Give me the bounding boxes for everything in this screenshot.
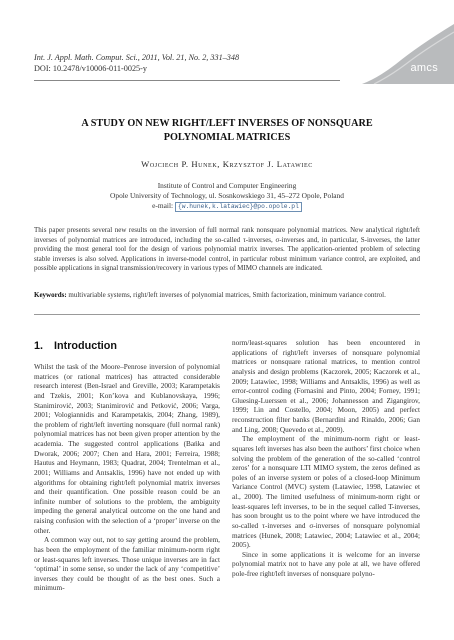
paper-title: A STUDY ON NEW RIGHT/LEFT INVERSES OF NONSQUARE POLYNOMIAL MATRICES: [81, 118, 373, 143]
doi: DOI: 10.2478/v10006-011-0025-y: [34, 64, 147, 73]
header-rule: [34, 80, 340, 81]
left-column: [34, 363, 220, 594]
abstract-rule: [34, 314, 420, 315]
right-column: [232, 339, 420, 580]
keywords-text: multivariable systems, right/left inverses of polynomial matrices, Smith factorization, minimum variance control.: [68, 291, 386, 299]
body-paragraph: The employment of the minimum-norm right or least-squares left inverses has also been the authors’ first choice when solving the problem of the generation of the so-called ‘control zeros’ for a nonsquare LTI MIMO system, the zeros defined as poles of an inverse system or poles of a closed-loop Minimum Variance Control (MVC) system (Latawiec, 1998, Latawiec et al., 2000). The limited usefulness of minimum-norm right or least-squares left inverses, to be in the sequel called T-inverses, has soon brought us to the point where we have introduced the so-called τ-inverses and σ-inverses of nonsquare polynomial matrices (Hunek, 2008; Latawiec, 2004; Latawiec et al., 2004; 2005).: [232, 435, 420, 550]
affiliation-address: Opole University of Technology, ul. Sosnkowskiego 31, 45–272 Opole, Poland: [110, 191, 344, 200]
authors: Wojciech P. Hunek, Krzysztof J. Latawiec: [141, 159, 313, 169]
email-label: e-mail:: [152, 201, 174, 210]
section-title: Introduction: [54, 340, 117, 352]
body-paragraph: A common way out, not to say getting around the problem, has been the employment of the familiar minimum-norm right or least-squares left inverses. Those unique inverses are in fact ‘optimal’ in some sense, so under the lack of any ‘competitive’ inverses they could be thought of as the best ones. Such a minimum-: [34, 536, 220, 593]
section-heading: [34, 340, 117, 352]
abstract: This paper presents several new results on the inversion of full normal rank nonsquare polynomial matrices. New analytical right/left inverses of polynomial matrices are introduced, including the so-called τ-inverses, σ-inverses and, in particular, S-inverses, the latter providing the most general tool for the design of various polynomial matrix inverses. The application-oriented problem of selecting stable inverses is also solved. Applications in inverse-model control, in particular robust minimum variance control, are exploited, and possible applications in signal transmission/recovery in various types of MIMO channels are indicated.: [34, 226, 420, 273]
body-paragraph: Whilst the task of the Moore–Penrose inversion of polynomial matrices (or rational matrices) has attracted considerable research interest (Ben-Israel and Greville, 2003; Karampetakis and Tzekis, 2001; Kon’kova and Kublanovskaya, 1996; Stanimirović, 2003; Stanimirović and Petković, 2006; Varga, 2001; Vologiannidis and Karampetakis, 2004; Zhang, 1989), the problem of right/left inverting nonsquare (full normal rank) polynomial matrices has not been given proper attention by the academia. The suggested control applications (Bańka and Dworak, 2006; 2007; Chen and Hara, 2001; Ferreira, 1988; Hautus and Heymann, 1983; Quadrat, 2004; Trentelman et al., 2001; Williams and Antsaklis, 1996) have not ended up with algorithms for obtaining right/left polynomial matrix inverses and their quantification. One possible reason could be an infinite number of solutions to the problem, the ambiguity impeding the general analytical outcome on the one hand and raising confusion with the selection of a ‘proper’ inverse on the other.: [34, 363, 220, 535]
affiliation-institute: Institute of Control and Computer Engineering: [157, 181, 297, 190]
affiliation-email-line: [40, 201, 414, 212]
body-paragraph: norm/least-squares solution has been encountered in applications of right/left inverses of nonsquare polynomial matrices or nonsquare rational matrices, to mention control analysis and design problems (Kaczorek, 2005; Kaczorek et al., 2009; Latawiec, 1998; Williams and Antsaklis, 1996) as well as error-control coding (Fornasini and Pinto, 2004; Forney, 1991; Gluesing-Luerssen et al., 2006; Johannesson and Zigangirov, 1999; Lin and Costello, 2004; Moon, 2005) and perfect reconstruction filter banks (Bernardini and Rinaldo, 2006; Gan and Ling, 2008; Quevedo et al., 2009).: [232, 339, 420, 434]
journal-citation: Int. J. Appl. Math. Comput. Sci., 2011, Vol. 21, No. 2, 331–348: [34, 53, 240, 62]
amcs-logo-icon: [344, 24, 454, 84]
journal-header: [34, 52, 239, 74]
email-link[interactable]: {w.hunek,k.latawiec}@po.opole.pl: [175, 202, 302, 212]
section-number: 1.: [34, 340, 44, 352]
keywords: [34, 291, 420, 301]
keywords-label: Keywords:: [34, 291, 67, 299]
logo-text: amcs: [410, 62, 438, 74]
body-paragraph: Since in some applications it is welcome for an inverse polynomial matrix not to have any pole at all, we have offered pole-free right/left inverses of nonsquare polyno-: [232, 550, 420, 578]
affiliation: [40, 181, 414, 212]
